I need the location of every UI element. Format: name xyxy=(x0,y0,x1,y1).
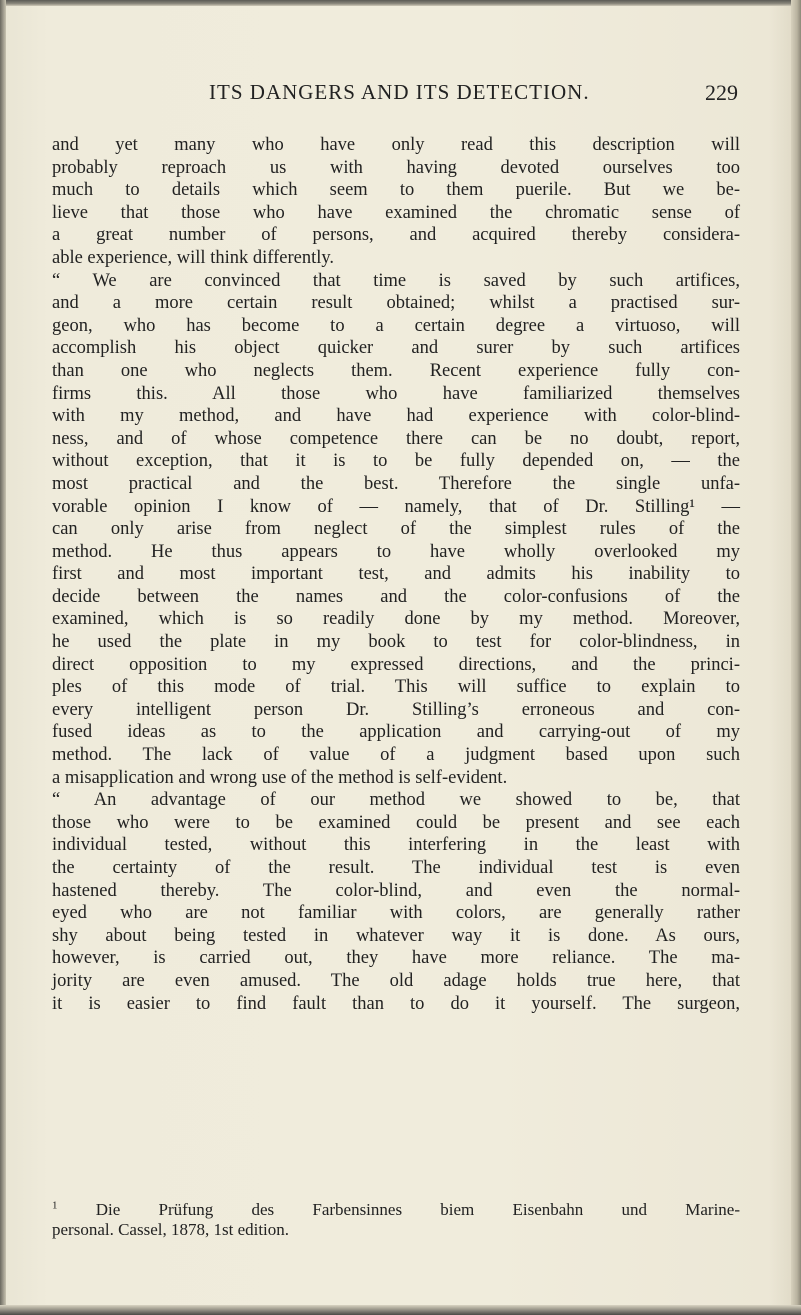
footnote-text: Die Prüfung des Farbensinnes biem Eisenbahn und Marine- xyxy=(95,1200,740,1219)
footnote xyxy=(52,1200,740,1240)
text-line: he used the plate in my book to test for color-blindness, in xyxy=(52,632,740,653)
text-line: “ We are convinced that time is saved by such artifices, xyxy=(52,270,740,291)
text-line: a misapplication and wrong use of the method is self-evident. xyxy=(52,767,508,788)
text-line: lieve that those who have examined the chromatic sense of xyxy=(52,202,740,223)
text-line: and a more certain result obtained; whilst a practised sur- xyxy=(52,293,740,314)
running-title: ITS DANGERS AND ITS DETECTION. xyxy=(209,80,590,104)
text-line: examined, which is so readily done by my method. Moreover, xyxy=(52,609,740,630)
text-line: method. He thus appears to have wholly overlooked my xyxy=(52,541,740,562)
text-line: without exception, that it is to be fully depended on, — the xyxy=(52,451,740,472)
text-line: a great number of persons, and acquired thereby considera- xyxy=(52,225,740,246)
body-text xyxy=(52,134,740,1015)
page-left-edge xyxy=(0,0,6,1315)
text-line: accomplish his object quicker and surer by such artifices xyxy=(52,338,740,359)
text-line: much to details which seem to them puerile. But we be- xyxy=(52,180,740,201)
text-line: able experience, will think differently. xyxy=(52,247,335,268)
text-line: individual tested, without this interfering in the least with xyxy=(52,835,740,856)
text-line: direct opposition to my expressed directions, and the princi- xyxy=(52,654,740,675)
page-right-edge xyxy=(791,0,801,1315)
text-line: geon, who has become to a certain degree a virtuoso, will xyxy=(52,315,740,336)
text-line: probably reproach us with having devoted ourselves too xyxy=(52,157,740,178)
text-line: eyed who are not familiar with colors, are generally rather xyxy=(52,903,740,924)
text-line: hastened thereby. The color-blind, and even the normal- xyxy=(52,880,740,901)
text-line: firms this. All those who have familiarized themselves xyxy=(52,383,740,404)
text-line: most practical and the best. Therefore the single unfa- xyxy=(52,473,740,494)
footnote-line: personal. Cassel, 1878, 1st edition. xyxy=(52,1220,290,1239)
text-line: fused ideas as to the application and carrying-out of my xyxy=(52,722,740,743)
text-line: with my method, and have had experience with color-blind- xyxy=(52,406,740,427)
text-line: and yet many who have only read this description will xyxy=(52,135,740,155)
text-line: jority are even amused. The old adage holds true here, that xyxy=(52,970,740,991)
footnote-mark: 1 xyxy=(52,1199,58,1212)
text-line: first and most important test, and admits his inability to xyxy=(52,564,740,585)
text-line: than one who neglects them. Recent experience fully con- xyxy=(52,360,740,381)
text-line: however, is carried out, they have more reliance. The ma- xyxy=(52,948,740,969)
page-bottom-edge xyxy=(0,1305,801,1315)
page-header xyxy=(50,80,738,116)
text-line: method. The lack of value of a judgment based upon such xyxy=(52,745,740,766)
text-line: those who were to be examined could be present and see each xyxy=(52,812,740,833)
page-number: 229 xyxy=(705,80,738,105)
text-line: ness, and of whose competence there can be no doubt, report, xyxy=(52,428,740,449)
text-line: can only arise from neglect of the simplest rules of the xyxy=(52,519,740,540)
text-line: vorable opinion I know of — namely, that of Dr. Stilling¹ — xyxy=(52,496,740,517)
footnote-line xyxy=(52,1200,740,1220)
text-line: “ An advantage of our method we showed to be, that xyxy=(52,790,740,811)
page-top-edge xyxy=(0,0,801,6)
text-line: decide between the names and the color-confusions of the xyxy=(52,586,740,607)
text-line: ples of this mode of trial. This will suffice to explain to xyxy=(52,677,740,698)
text-line: every intelligent person Dr. Stilling’s erroneous and con- xyxy=(52,699,740,720)
text-line: it is easier to find fault than to do it yourself. The surgeon, xyxy=(52,993,740,1014)
text-line: shy about being tested in whatever way it is done. As ours, xyxy=(52,925,740,946)
text-line: the certainty of the result. The individual test is even xyxy=(52,858,740,878)
